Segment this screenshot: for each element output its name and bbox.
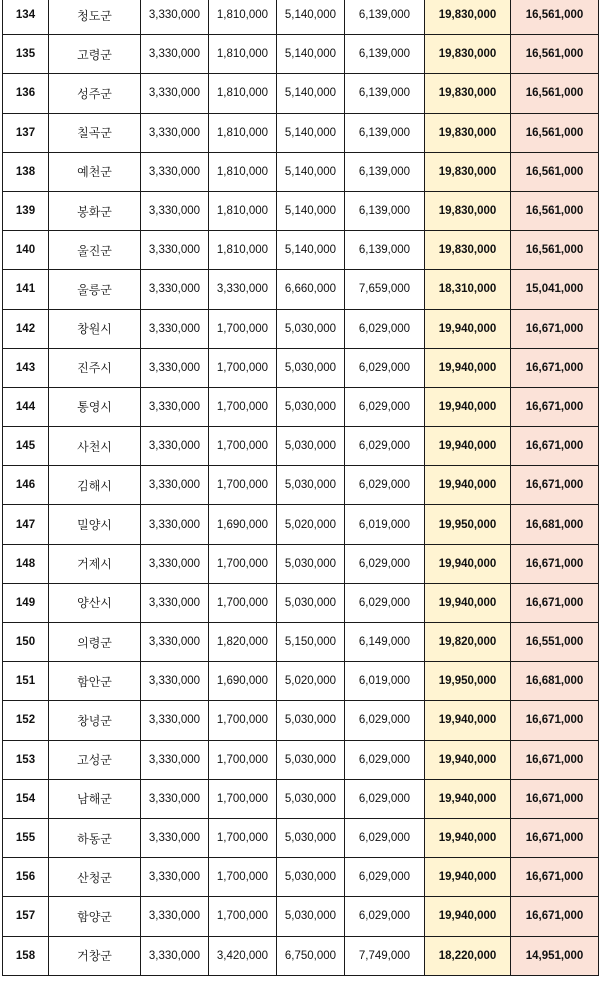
highlight-cell-pink: 16,551,000: [511, 623, 599, 662]
table-row: [3, 348, 599, 387]
value-cell-2: 1,700,000: [209, 897, 277, 936]
highlight-cell-pink: 16,671,000: [511, 348, 599, 387]
value-cell-3: 5,140,000: [277, 35, 345, 74]
table-row: [3, 387, 599, 426]
value-cell-3: 5,140,000: [277, 113, 345, 152]
highlight-cell-pink: 16,681,000: [511, 662, 599, 701]
row-number-cell: 143: [3, 348, 49, 387]
highlight-cell-yellow: 19,950,000: [425, 662, 511, 701]
value-cell-3: 5,030,000: [277, 701, 345, 740]
highlight-cell-pink: 16,671,000: [511, 544, 599, 583]
row-number-cell: 138: [3, 152, 49, 191]
highlight-cell-yellow: 19,830,000: [425, 152, 511, 191]
table-row: [3, 662, 599, 701]
value-cell-2: 1,690,000: [209, 662, 277, 701]
value-cell-2: 1,700,000: [209, 544, 277, 583]
highlight-cell-pink: 16,671,000: [511, 387, 599, 426]
highlight-cell-yellow: 19,940,000: [425, 818, 511, 857]
value-cell-2: 1,810,000: [209, 191, 277, 230]
row-number-cell: 151: [3, 662, 49, 701]
table-row: [3, 779, 599, 818]
row-number-cell: 148: [3, 544, 49, 583]
highlight-cell-yellow: 19,940,000: [425, 466, 511, 505]
table-row: [3, 309, 599, 348]
highlight-cell-pink: 16,561,000: [511, 74, 599, 113]
table-row: [3, 231, 599, 270]
highlight-cell-pink: 16,561,000: [511, 152, 599, 191]
highlight-cell-pink: 16,671,000: [511, 740, 599, 779]
highlight-cell-yellow: 19,940,000: [425, 309, 511, 348]
region-name-cell: 예천군: [49, 152, 141, 191]
table-row: [3, 505, 599, 544]
value-cell-3: 5,030,000: [277, 583, 345, 622]
value-cell-4: 6,029,000: [345, 897, 425, 936]
value-cell-2: 1,700,000: [209, 818, 277, 857]
value-cell-4: 6,149,000: [345, 623, 425, 662]
value-cell-4: 6,029,000: [345, 427, 425, 466]
highlight-cell-yellow: 19,830,000: [425, 74, 511, 113]
region-name-cell: 칠곡군: [49, 113, 141, 152]
value-cell-1: 3,330,000: [141, 35, 209, 74]
value-cell-4: 6,029,000: [345, 779, 425, 818]
table-row: [3, 0, 599, 35]
value-cell-4: 6,139,000: [345, 231, 425, 270]
highlight-cell-yellow: 19,940,000: [425, 858, 511, 897]
row-number-cell: 156: [3, 858, 49, 897]
value-cell-4: 6,029,000: [345, 466, 425, 505]
highlight-cell-yellow: 18,310,000: [425, 270, 511, 309]
value-cell-1: 3,330,000: [141, 897, 209, 936]
highlight-cell-pink: 16,561,000: [511, 191, 599, 230]
value-cell-1: 3,330,000: [141, 779, 209, 818]
value-cell-4: 6,029,000: [345, 544, 425, 583]
value-cell-1: 3,330,000: [141, 505, 209, 544]
region-name-cell: 성주군: [49, 74, 141, 113]
highlight-cell-pink: 16,671,000: [511, 466, 599, 505]
row-number-cell: 158: [3, 936, 49, 975]
value-cell-1: 3,330,000: [141, 387, 209, 426]
row-number-cell: 153: [3, 740, 49, 779]
region-name-cell: 남해군: [49, 779, 141, 818]
value-cell-4: 6,029,000: [345, 858, 425, 897]
highlight-cell-pink: 16,671,000: [511, 818, 599, 857]
table-row: [3, 583, 599, 622]
value-cell-2: 1,700,000: [209, 348, 277, 387]
value-cell-2: 1,700,000: [209, 583, 277, 622]
region-name-cell: 고령군: [49, 35, 141, 74]
region-name-cell: 산청군: [49, 858, 141, 897]
row-number-cell: 137: [3, 113, 49, 152]
highlight-cell-yellow: 19,940,000: [425, 348, 511, 387]
table-row: [3, 191, 599, 230]
value-cell-1: 3,330,000: [141, 466, 209, 505]
value-cell-3: 5,030,000: [277, 348, 345, 387]
value-cell-4: 6,029,000: [345, 348, 425, 387]
value-cell-4: 6,139,000: [345, 0, 425, 35]
highlight-cell-yellow: 19,940,000: [425, 544, 511, 583]
table-row: [3, 113, 599, 152]
row-number-cell: 145: [3, 427, 49, 466]
region-name-cell: 밀양시: [49, 505, 141, 544]
value-cell-3: 6,660,000: [277, 270, 345, 309]
region-name-cell: 하동군: [49, 818, 141, 857]
row-number-cell: 141: [3, 270, 49, 309]
value-cell-2: 1,700,000: [209, 858, 277, 897]
value-cell-3: 5,140,000: [277, 0, 345, 35]
row-number-cell: 135: [3, 35, 49, 74]
value-cell-2: 3,330,000: [209, 270, 277, 309]
highlight-cell-pink: 16,671,000: [511, 583, 599, 622]
highlight-cell-yellow: 19,830,000: [425, 35, 511, 74]
value-cell-1: 3,330,000: [141, 701, 209, 740]
highlight-cell-pink: 16,671,000: [511, 779, 599, 818]
region-name-cell: 울릉군: [49, 270, 141, 309]
value-cell-2: 1,820,000: [209, 623, 277, 662]
value-cell-3: 5,030,000: [277, 466, 345, 505]
value-cell-1: 3,330,000: [141, 231, 209, 270]
value-cell-4: 7,659,000: [345, 270, 425, 309]
highlight-cell-yellow: 19,940,000: [425, 427, 511, 466]
highlight-cell-pink: 16,671,000: [511, 897, 599, 936]
table-row: [3, 858, 599, 897]
value-cell-2: 1,810,000: [209, 152, 277, 191]
value-cell-2: 1,690,000: [209, 505, 277, 544]
value-cell-4: 6,139,000: [345, 113, 425, 152]
value-cell-1: 3,330,000: [141, 348, 209, 387]
highlight-cell-yellow: 19,940,000: [425, 779, 511, 818]
table-row: [3, 818, 599, 857]
value-cell-1: 3,330,000: [141, 544, 209, 583]
highlight-cell-yellow: 19,830,000: [425, 231, 511, 270]
value-cell-3: 5,030,000: [277, 740, 345, 779]
region-name-cell: 고성군: [49, 740, 141, 779]
highlight-cell-yellow: 19,950,000: [425, 505, 511, 544]
highlight-cell-pink: 16,671,000: [511, 427, 599, 466]
value-cell-1: 3,330,000: [141, 427, 209, 466]
value-cell-3: 5,140,000: [277, 231, 345, 270]
region-name-cell: 사천시: [49, 427, 141, 466]
value-cell-4: 6,019,000: [345, 505, 425, 544]
value-cell-3: 5,020,000: [277, 505, 345, 544]
value-cell-4: 6,029,000: [345, 818, 425, 857]
value-cell-3: 5,030,000: [277, 387, 345, 426]
highlight-cell-yellow: 19,830,000: [425, 113, 511, 152]
value-cell-3: 5,020,000: [277, 662, 345, 701]
highlight-cell-yellow: 19,830,000: [425, 191, 511, 230]
value-cell-2: 1,810,000: [209, 35, 277, 74]
region-name-cell: 울진군: [49, 231, 141, 270]
region-name-cell: 김해시: [49, 466, 141, 505]
row-number-cell: 149: [3, 583, 49, 622]
highlight-cell-pink: 16,681,000: [511, 505, 599, 544]
value-cell-1: 3,330,000: [141, 662, 209, 701]
value-cell-4: 6,029,000: [345, 387, 425, 426]
table-row: [3, 152, 599, 191]
row-number-cell: 136: [3, 74, 49, 113]
value-cell-3: 5,030,000: [277, 858, 345, 897]
highlight-cell-pink: 15,041,000: [511, 270, 599, 309]
value-cell-1: 3,330,000: [141, 191, 209, 230]
table-row: [3, 427, 599, 466]
row-number-cell: 152: [3, 701, 49, 740]
value-cell-4: 6,139,000: [345, 191, 425, 230]
highlight-cell-pink: 16,561,000: [511, 0, 599, 35]
region-name-cell: 양산시: [49, 583, 141, 622]
table-row: [3, 35, 599, 74]
highlight-cell-yellow: 18,220,000: [425, 936, 511, 975]
value-cell-3: 5,030,000: [277, 544, 345, 583]
value-cell-1: 3,330,000: [141, 0, 209, 35]
row-number-cell: 157: [3, 897, 49, 936]
value-cell-2: 1,700,000: [209, 387, 277, 426]
value-cell-1: 3,330,000: [141, 818, 209, 857]
row-number-cell: 139: [3, 191, 49, 230]
value-cell-2: 1,810,000: [209, 113, 277, 152]
highlight-cell-yellow: 19,940,000: [425, 740, 511, 779]
value-cell-2: 1,810,000: [209, 0, 277, 35]
highlight-cell-pink: 16,671,000: [511, 858, 599, 897]
value-cell-3: 5,030,000: [277, 897, 345, 936]
region-name-cell: 거제시: [49, 544, 141, 583]
highlight-cell-pink: 16,561,000: [511, 231, 599, 270]
table-row: [3, 897, 599, 936]
value-cell-1: 3,330,000: [141, 583, 209, 622]
region-name-cell: 거창군: [49, 936, 141, 975]
value-cell-2: 1,810,000: [209, 231, 277, 270]
highlight-cell-yellow: 19,940,000: [425, 897, 511, 936]
value-cell-2: 1,700,000: [209, 309, 277, 348]
region-name-cell: 창녕군: [49, 701, 141, 740]
value-cell-2: 1,700,000: [209, 740, 277, 779]
value-cell-2: 1,700,000: [209, 779, 277, 818]
value-cell-1: 3,330,000: [141, 740, 209, 779]
highlight-cell-yellow: 19,940,000: [425, 701, 511, 740]
value-cell-1: 3,330,000: [141, 309, 209, 348]
data-table: [2, 0, 599, 976]
table-body: [3, 0, 599, 975]
value-cell-3: 6,750,000: [277, 936, 345, 975]
highlight-cell-yellow: 19,820,000: [425, 623, 511, 662]
highlight-cell-pink: 16,671,000: [511, 309, 599, 348]
value-cell-4: 6,029,000: [345, 309, 425, 348]
row-number-cell: 150: [3, 623, 49, 662]
row-number-cell: 140: [3, 231, 49, 270]
value-cell-4: 6,029,000: [345, 740, 425, 779]
row-number-cell: 144: [3, 387, 49, 426]
table-row: [3, 74, 599, 113]
value-cell-4: 7,749,000: [345, 936, 425, 975]
value-cell-1: 3,330,000: [141, 936, 209, 975]
table-row: [3, 701, 599, 740]
highlight-cell-pink: 14,951,000: [511, 936, 599, 975]
highlight-cell-pink: 16,561,000: [511, 35, 599, 74]
region-name-cell: 봉화군: [49, 191, 141, 230]
row-number-cell: 155: [3, 818, 49, 857]
value-cell-2: 1,700,000: [209, 466, 277, 505]
value-cell-2: 3,420,000: [209, 936, 277, 975]
value-cell-3: 5,030,000: [277, 818, 345, 857]
highlight-cell-yellow: 19,940,000: [425, 387, 511, 426]
value-cell-3: 5,150,000: [277, 623, 345, 662]
table-row: [3, 544, 599, 583]
row-number-cell: 146: [3, 466, 49, 505]
highlight-cell-yellow: 19,940,000: [425, 583, 511, 622]
region-name-cell: 진주시: [49, 348, 141, 387]
value-cell-3: 5,030,000: [277, 779, 345, 818]
row-number-cell: 134: [3, 0, 49, 35]
table-row: [3, 623, 599, 662]
highlight-cell-pink: 16,671,000: [511, 701, 599, 740]
value-cell-1: 3,330,000: [141, 152, 209, 191]
value-cell-4: 6,139,000: [345, 35, 425, 74]
value-cell-4: 6,029,000: [345, 583, 425, 622]
value-cell-4: 6,019,000: [345, 662, 425, 701]
value-cell-3: 5,030,000: [277, 427, 345, 466]
highlight-cell-pink: 16,561,000: [511, 113, 599, 152]
table-row: [3, 936, 599, 975]
value-cell-4: 6,139,000: [345, 152, 425, 191]
value-cell-2: 1,700,000: [209, 701, 277, 740]
highlight-cell-yellow: 19,830,000: [425, 0, 511, 35]
table-row: [3, 270, 599, 309]
value-cell-2: 1,810,000: [209, 74, 277, 113]
region-name-cell: 통영시: [49, 387, 141, 426]
row-number-cell: 147: [3, 505, 49, 544]
region-name-cell: 함안군: [49, 662, 141, 701]
value-cell-3: 5,140,000: [277, 191, 345, 230]
value-cell-1: 3,330,000: [141, 74, 209, 113]
value-cell-1: 3,330,000: [141, 858, 209, 897]
value-cell-3: 5,140,000: [277, 152, 345, 191]
value-cell-4: 6,029,000: [345, 701, 425, 740]
row-number-cell: 142: [3, 309, 49, 348]
value-cell-2: 1,700,000: [209, 427, 277, 466]
region-name-cell: 청도군: [49, 0, 141, 35]
region-name-cell: 창원시: [49, 309, 141, 348]
region-name-cell: 의령군: [49, 623, 141, 662]
region-name-cell: 함양군: [49, 897, 141, 936]
table-row: [3, 740, 599, 779]
value-cell-3: 5,140,000: [277, 74, 345, 113]
row-number-cell: 154: [3, 779, 49, 818]
value-cell-1: 3,330,000: [141, 623, 209, 662]
value-cell-1: 3,330,000: [141, 270, 209, 309]
value-cell-3: 5,030,000: [277, 309, 345, 348]
table-row: [3, 466, 599, 505]
value-cell-4: 6,139,000: [345, 74, 425, 113]
value-cell-1: 3,330,000: [141, 113, 209, 152]
